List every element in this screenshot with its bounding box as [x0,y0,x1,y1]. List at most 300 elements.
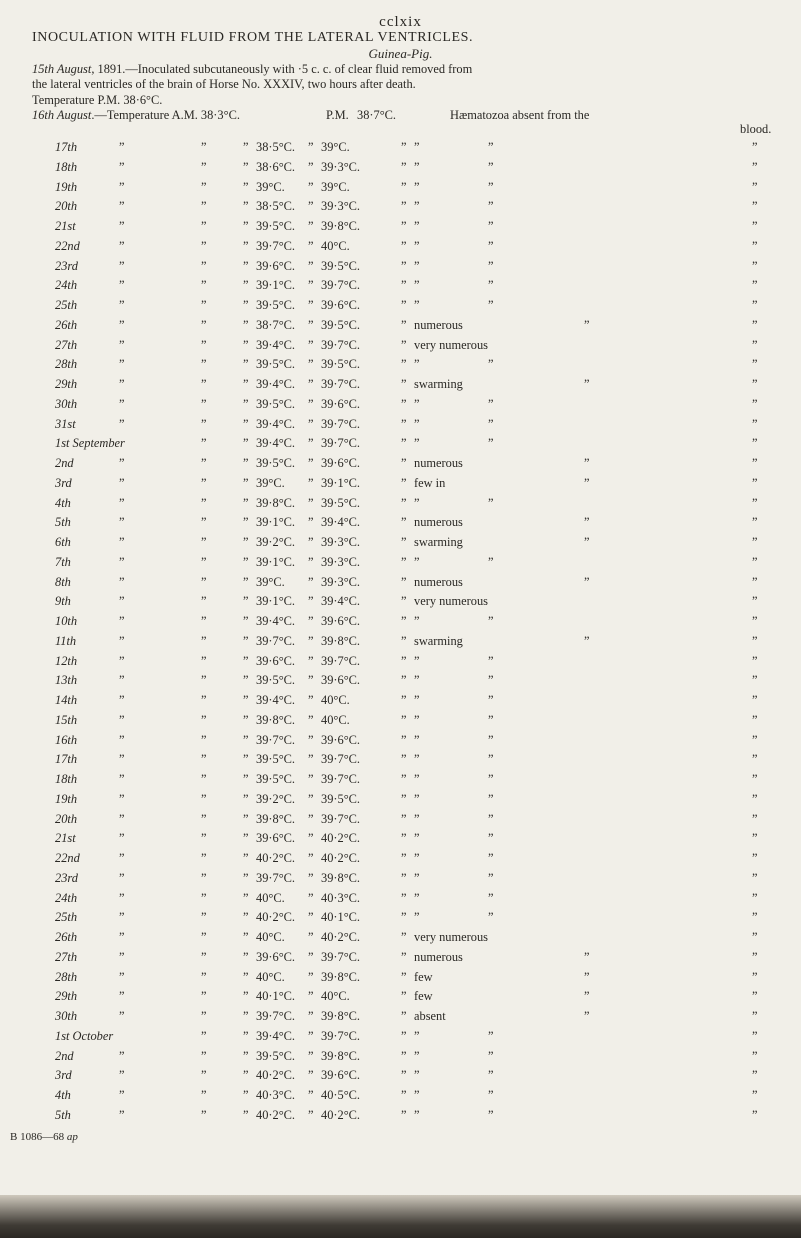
ditto-mark: ” [243,614,249,628]
ditto-mark: ” [119,851,125,865]
ditto-mark: ” [401,752,407,767]
ditto-mark: ” [201,693,207,707]
table-row [0,871,801,891]
aug16-haematozoa: Hæmatozoa absent from the [450,108,590,122]
row-date: 21st [55,219,76,233]
table-row [0,713,801,733]
ditto-mark: ” [414,1048,420,1063]
ditto-mark: ” [243,890,249,905]
row-date: 14th [55,693,78,707]
ditto-mark: ” [584,574,590,589]
ditto-mark: ” [201,989,207,1004]
row-date: 30th [55,396,78,411]
ditto-mark: ” [308,969,314,984]
row-temp-am: 40·2°C. [256,851,296,865]
ditto-mark: ” [414,890,420,905]
ditto-mark: ” [401,357,407,372]
row-temp-am: 39·7°C. [256,732,296,747]
ditto-mark: ” [119,495,125,510]
row-date: 11th [55,633,77,648]
ditto-mark: ” [752,910,758,925]
table-row [0,239,801,259]
ditto-mark: ” [201,910,207,925]
row-temp-am: 39·1°C. [256,554,296,569]
ditto-mark: ” [414,219,420,233]
row-date: 29th [55,377,78,391]
ditto-mark: ” [308,416,314,431]
table-row [0,436,801,456]
row-temp-am: 39·6°C. [256,653,296,668]
row-date: 2nd [55,1048,74,1063]
ditto-mark: ” [414,1028,420,1043]
ditto-mark: ” [201,614,207,628]
ditto-mark: ” [119,298,125,312]
ditto-mark: ” [414,140,420,154]
ditto-mark: ” [414,495,420,510]
ditto-mark: ” [488,278,494,293]
ditto-mark: ” [119,1068,125,1083]
ditto-mark: ” [401,732,407,747]
ditto-mark: ” [308,554,314,569]
row-haematozoa: very numerous [414,337,488,352]
ditto-mark: ” [201,930,207,944]
ditto-mark: ” [243,712,249,727]
table-row [0,1049,801,1069]
row-temp-am: 39·1°C. [256,278,296,293]
row-temp-am: 40°C. [256,969,285,984]
page-number: cclxix [379,14,422,30]
row-date: 8th [55,574,71,589]
ditto-mark: ” [308,436,314,451]
ditto-mark: ” [119,1107,125,1122]
ditto-mark: ” [119,614,125,628]
ditto-mark: ” [243,949,249,964]
ditto-mark: ” [752,298,758,312]
table-row [0,575,801,595]
table-row [0,338,801,358]
ditto-mark: ” [584,317,590,332]
ditto-mark: ” [752,930,758,944]
ditto-mark: ” [201,791,207,806]
row-temp-pm: 39·7°C. [321,1028,361,1043]
ditto-mark: ” [308,594,314,609]
ditto-mark: ” [243,140,249,154]
ditto-mark: ” [414,712,420,727]
row-haematozoa: numerous [414,574,463,589]
row-date: 7th [55,554,71,569]
row-date: 17th [55,140,78,154]
row-temp-pm: 39·8°C. [321,870,361,885]
ditto-mark: ” [401,831,407,846]
ditto-mark: ” [401,712,407,727]
ditto-mark: ” [488,219,494,233]
ditto-mark: ” [752,772,758,786]
ditto-mark: ” [119,1009,125,1023]
ditto-mark: ” [243,811,249,826]
row-temp-am: 38·6°C. [256,159,296,174]
table-row [0,851,801,871]
ditto-mark: ” [243,1068,249,1083]
ditto-mark: ” [488,1028,494,1043]
row-date: 6th [55,535,71,549]
ditto-mark: ” [243,357,249,372]
ditto-mark: ” [401,693,407,707]
row-temp-pm: 39·5°C. [321,495,361,510]
table-row [0,831,801,851]
ditto-mark: ” [308,337,314,352]
ditto-mark: ” [119,219,125,233]
ditto-mark: ” [243,179,249,194]
ditto-mark: ” [414,910,420,925]
ditto-mark: ” [401,1088,407,1102]
ditto-mark: ” [308,1068,314,1083]
ditto-mark: ” [752,535,758,549]
ditto-mark: ” [119,475,125,490]
row-temp-am: 39·4°C. [256,1028,296,1043]
ditto-mark: ” [752,1088,758,1102]
page-heading: INOCULATION WITH FLUID FROM THE LATERAL VENTRICLES. [32,30,474,45]
ditto-mark: ” [243,535,249,549]
ditto-mark: ” [752,989,758,1004]
ditto-mark: ” [752,416,758,431]
table-row [0,752,801,772]
intro-line-2: the lateral ventricles of the brain of Horse No. XXXIV, two hours after death. [32,77,416,91]
ditto-mark: ” [308,179,314,194]
ditto-mark: ” [752,594,758,609]
row-haematozoa: swarming [414,633,463,648]
ditto-mark: ” [488,298,494,312]
ditto-mark: ” [308,811,314,826]
row-temp-pm: 39·6°C. [321,673,361,688]
row-temp-pm: 39·5°C. [321,258,361,273]
ditto-mark: ” [401,258,407,273]
row-temp-am: 39·8°C. [256,811,296,826]
ditto-mark: ” [488,890,494,905]
ditto-mark: ” [488,851,494,865]
ditto-mark: ” [243,732,249,747]
ditto-mark: ” [308,772,314,786]
ditto-mark: ” [201,772,207,786]
ditto-mark: ” [584,989,590,1004]
ditto-mark: ” [752,969,758,984]
table-row [0,1108,801,1128]
table-row [0,140,801,160]
aug16-pm: 38·7°C. [357,108,397,122]
row-temp-am: 40·3°C. [256,1088,296,1102]
ditto-mark: ” [201,140,207,154]
row-temp-am: 39·5°C. [256,357,296,372]
ditto-mark: ” [401,278,407,293]
row-date: 1st October [55,1028,114,1043]
ditto-mark: ” [201,416,207,431]
row-temp-pm: 40·2°C. [321,831,361,846]
ditto-mark: ” [201,159,207,174]
ditto-mark: ” [201,219,207,233]
row-temp-pm: 39·1°C. [321,475,361,490]
row-date: 23rd [55,870,78,885]
ditto-mark: ” [201,475,207,490]
ditto-mark: ” [752,949,758,964]
ditto-mark: ” [243,989,249,1004]
ditto-mark: ” [488,870,494,885]
ditto-mark: ” [414,732,420,747]
ditto-mark: ” [414,159,420,174]
table-row [0,259,801,279]
row-temp-am: 39·4°C. [256,693,296,707]
ditto-mark: ” [401,989,407,1004]
row-date: 5th [55,1107,71,1122]
ditto-mark: ” [308,989,314,1004]
ditto-mark: ” [401,614,407,628]
ditto-mark: ” [243,238,249,253]
table-row [0,989,801,1009]
row-temp-pm: 39·8°C. [321,1048,361,1063]
row-date: 31st [55,416,76,431]
ditto-mark: ” [752,1068,758,1083]
ditto-mark: ” [414,554,420,569]
ditto-mark: ” [201,633,207,648]
ditto-mark: ” [401,851,407,865]
ditto-mark: ” [119,791,125,806]
row-temp-am: 39·1°C. [256,515,296,530]
row-date: 18th [55,772,78,786]
row-temp-am: 39·8°C. [256,495,296,510]
row-date: 19th [55,179,78,194]
row-haematozoa: very numerous [414,930,488,944]
ditto-mark: ” [414,1068,420,1083]
row-temp-am: 39·5°C. [256,219,296,233]
ditto-mark: ” [752,238,758,253]
aug16-date: 16th August [32,108,92,122]
row-temp-pm: 39°C. [321,179,350,194]
row-temp-am: 40°C. [256,930,285,944]
row-date: 27th [55,337,78,352]
aug16-text: .—Temperature A.M. 38·3°C. [91,108,240,122]
table-row [0,496,801,516]
ditto-mark: ” [488,772,494,786]
row-temp-pm: 39·7°C. [321,436,361,451]
intro-text-1: , 1891.—Inoculated subcutaneously with ·5 c. c. of clear fluid removed from [91,62,473,76]
row-temp-pm: 39·3°C. [321,554,361,569]
ditto-mark: ” [488,614,494,628]
row-temp-pm: 40°C. [321,238,350,253]
row-temp-pm: 39·8°C. [321,969,361,984]
ditto-mark: ” [414,179,420,194]
row-temp-am: 39·4°C. [256,377,296,391]
ditto-mark: ” [401,1107,407,1122]
ditto-mark: ” [414,416,420,431]
ditto-mark: ” [308,357,314,372]
ditto-mark: ” [414,851,420,865]
ditto-mark: ” [414,831,420,846]
ditto-mark: ” [414,238,420,253]
ditto-mark: ” [401,456,407,470]
row-temp-am: 38·5°C. [256,140,296,154]
ditto-mark: ” [488,791,494,806]
ditto-mark: ” [308,238,314,253]
row-temp-pm: 40·2°C. [321,1107,361,1122]
ditto-mark: ” [752,811,758,826]
ditto-mark: ” [414,357,420,372]
ditto-mark: ” [401,772,407,786]
ditto-mark: ” [119,258,125,273]
ditto-mark: ” [308,475,314,490]
ditto-mark: ” [488,179,494,194]
row-date: 13th [55,673,78,688]
row-date: 24th [55,890,78,905]
ditto-mark: ” [584,377,590,391]
ditto-mark: ” [243,831,249,846]
ditto-mark: ” [752,614,758,628]
ditto-mark: ” [752,337,758,352]
ditto-mark: ” [401,870,407,885]
row-temp-pm: 39·7°C. [321,949,361,964]
row-haematozoa: few [414,969,433,984]
ditto-mark: ” [308,535,314,549]
ditto-mark: ” [584,515,590,530]
footer-ap: ap [66,1131,78,1143]
ditto-mark: ” [308,949,314,964]
row-temp-am: 40·2°C. [256,910,296,925]
row-date: 2nd [55,456,74,470]
ditto-mark: ” [414,870,420,885]
table-row [0,1009,801,1029]
ditto-mark: ” [119,416,125,431]
row-temp-am: 39·7°C. [256,633,296,648]
ditto-mark: ” [119,910,125,925]
row-temp-am: 39·4°C. [256,436,296,451]
ditto-mark: ” [119,989,125,1004]
ditto-mark: ” [119,278,125,293]
ditto-mark: ” [308,851,314,865]
page-edge-shadow [0,1195,801,1238]
row-temp-pm: 39·6°C. [321,732,361,747]
table-row [0,357,801,377]
ditto-mark: ” [752,396,758,411]
ditto-mark: ” [243,495,249,510]
ditto-mark: ” [243,1107,249,1122]
ditto-mark: ” [414,1088,420,1102]
ditto-mark: ” [752,851,758,865]
ditto-mark: ” [752,732,758,747]
ditto-mark: ” [414,772,420,786]
row-date: 23rd [55,258,78,273]
row-date: 28th [55,969,78,984]
ditto-mark: ” [243,772,249,786]
ditto-mark: ” [488,811,494,826]
ditto-mark: ” [201,258,207,273]
row-temp-pm: 39·7°C. [321,752,361,767]
ditto-mark: ” [752,1048,758,1063]
ditto-mark: ” [201,396,207,411]
ditto-mark: ” [119,238,125,253]
row-haematozoa: swarming [414,535,463,549]
ditto-mark: ” [201,1107,207,1122]
row-date: 28th [55,357,78,372]
row-temp-pm: 39·8°C. [321,219,361,233]
ditto-mark: ” [308,653,314,668]
ditto-mark: ” [401,594,407,609]
ditto-mark: ” [488,495,494,510]
ditto-mark: ” [119,199,125,214]
ditto-mark: ” [119,732,125,747]
table-row [0,278,801,298]
ditto-mark: ” [752,357,758,372]
ditto-mark: ” [119,712,125,727]
row-date: 1st September [55,436,125,451]
table-row [0,772,801,792]
intro-date: 15th August [32,62,92,76]
row-date: 26th [55,317,78,332]
row-temp-am: 39·2°C. [256,791,296,806]
ditto-mark: ” [752,1028,758,1043]
ditto-mark: ” [201,1088,207,1102]
ditto-mark: ” [401,673,407,688]
row-date: 25th [55,910,78,925]
row-temp-pm: 39·5°C. [321,357,361,372]
ditto-mark: ” [201,949,207,964]
row-temp-am: 39°C. [256,475,285,490]
ditto-mark: ” [119,357,125,372]
row-temp-pm: 39·3°C. [321,159,361,174]
row-haematozoa: few in [414,475,446,490]
ditto-mark: ” [752,317,758,332]
row-date: 22nd [55,238,80,253]
ditto-mark: ” [308,1028,314,1043]
ditto-mark: ” [308,693,314,707]
ditto-mark: ” [243,278,249,293]
ditto-mark: ” [201,495,207,510]
table-row [0,792,801,812]
row-temp-pm: 40·2°C. [321,851,361,865]
ditto-mark: ” [414,436,420,451]
ditto-mark: ” [201,969,207,984]
table-row [0,930,801,950]
row-haematozoa: very numerous [414,594,488,609]
ditto-mark: ” [401,159,407,174]
ditto-mark: ” [401,1009,407,1023]
row-temp-am: 39·6°C. [256,258,296,273]
ditto-mark: ” [119,377,125,391]
ditto-mark: ” [201,594,207,609]
ditto-mark: ” [308,495,314,510]
ditto-mark: ” [243,594,249,609]
ditto-mark: ” [401,199,407,214]
ditto-mark: ” [243,515,249,530]
ditto-mark: ” [119,811,125,826]
ditto-mark: ” [308,140,314,154]
row-date: 27th [55,949,78,964]
row-temp-am: 39·6°C. [256,949,296,964]
ditto-mark: ” [752,278,758,293]
ditto-mark: ” [488,1088,494,1102]
ditto-mark: ” [201,179,207,194]
ditto-mark: ” [243,574,249,589]
table-row [0,812,801,832]
ditto-mark: ” [488,1068,494,1083]
ditto-mark: ” [308,890,314,905]
row-temp-pm: 39·5°C. [321,791,361,806]
ditto-mark: ” [401,1028,407,1043]
ditto-mark: ” [119,159,125,174]
ditto-mark: ” [201,317,207,332]
ditto-mark: ” [584,969,590,984]
ditto-mark: ” [308,317,314,332]
ditto-mark: ” [752,712,758,727]
footer-sig: B 1086—68 [10,1131,65,1143]
ditto-mark: ” [752,475,758,490]
table-row [0,535,801,555]
